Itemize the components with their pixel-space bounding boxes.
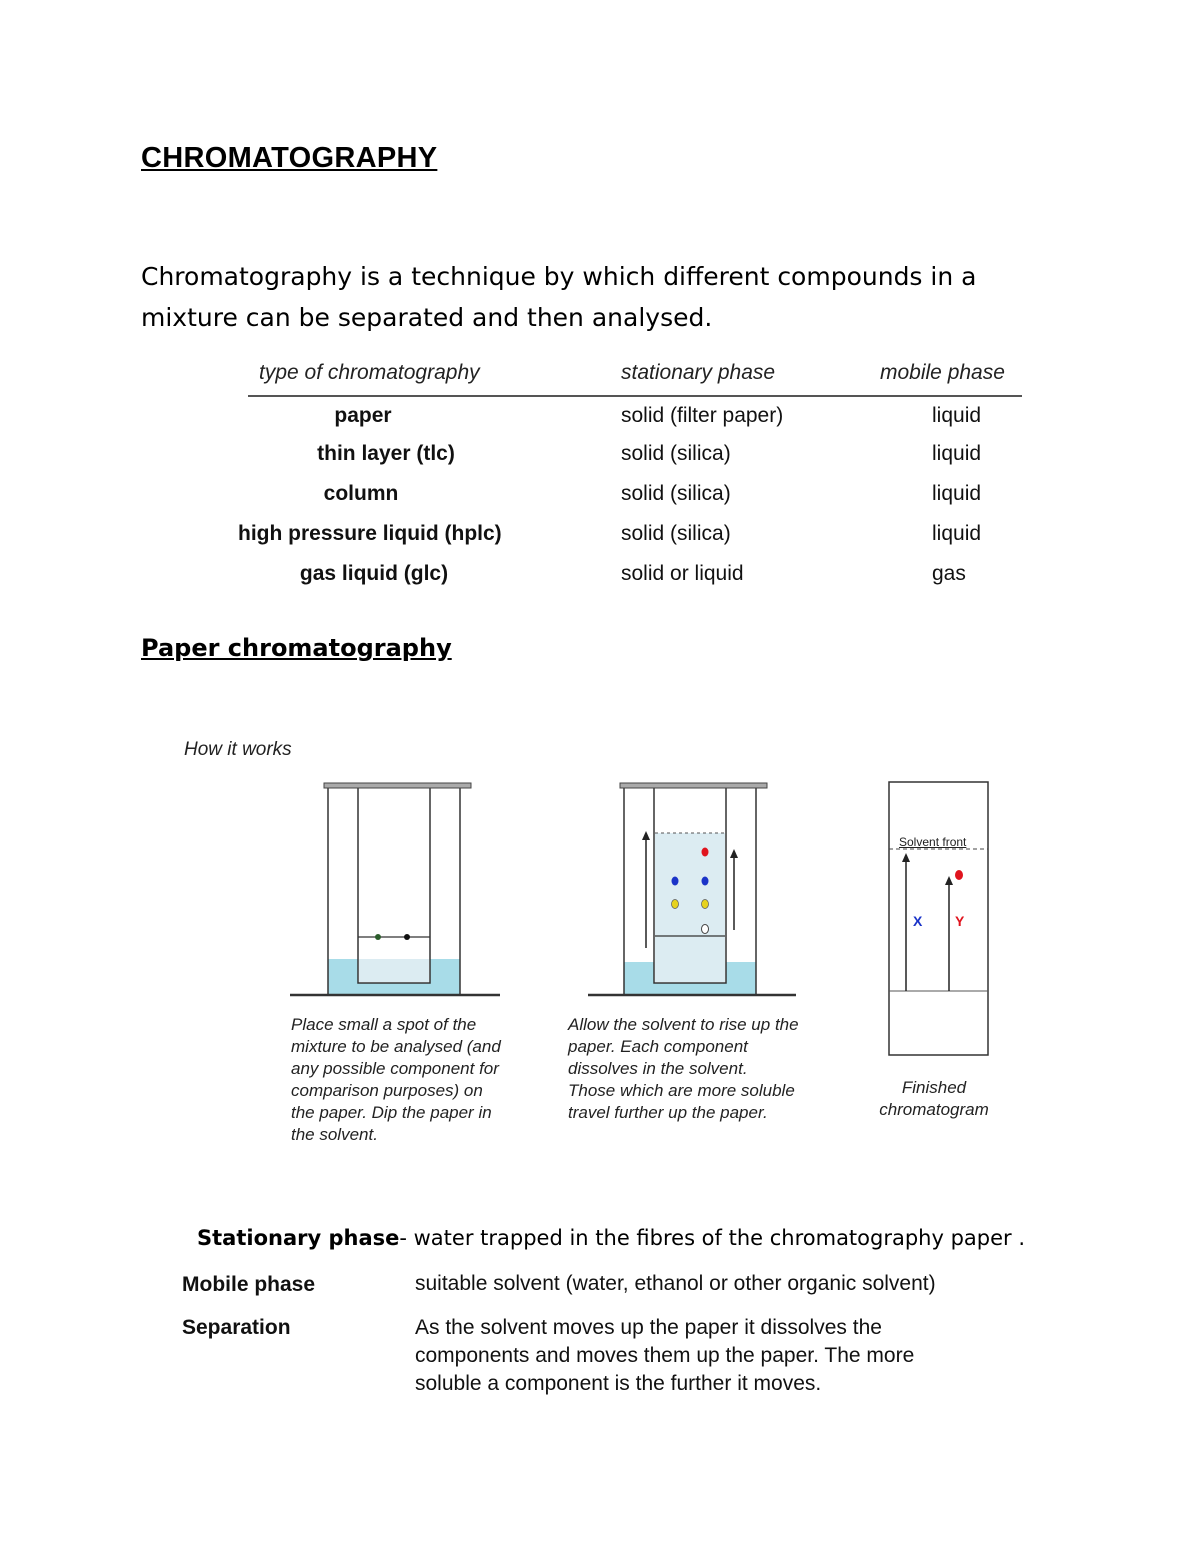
wet-paper — [655, 833, 725, 982]
beaker-developing — [588, 783, 796, 995]
rise-arrowhead — [642, 831, 650, 840]
paper-strip — [358, 784, 430, 983]
table-row-type: thin layer (tlc) — [317, 442, 455, 465]
stationary-phase-line — [197, 1226, 1025, 1250]
table-row-stationary: solid (silica) — [621, 442, 731, 465]
spot-blue — [702, 877, 709, 886]
beaker-lid — [620, 783, 767, 788]
table-header-type: type of chromatography — [259, 361, 480, 384]
table-row-mobile: liquid — [932, 522, 982, 545]
table-row-type: high pressure liquid (hplc) — [238, 522, 502, 545]
table-row-stationary: solid (silica) — [621, 482, 731, 505]
spot-blue — [672, 877, 679, 886]
chromatogram-paper — [889, 782, 988, 1055]
spot-yellow — [702, 900, 709, 909]
caption-line: travel further up the paper. — [568, 1103, 768, 1122]
table-header-stationary: stationary phase — [621, 361, 776, 384]
wet-paper — [359, 959, 429, 982]
solvent-front-label: Solvent front — [899, 835, 967, 849]
table-row-type: paper — [334, 404, 392, 427]
table-row-stationary: solid (filter paper) — [621, 404, 784, 427]
spot-red — [702, 848, 709, 857]
caption-line: mixture to be analysed (and — [291, 1037, 501, 1056]
caption-line: Allow the solvent to rise up the — [568, 1015, 799, 1034]
table-row-mobile: liquid — [932, 442, 982, 465]
table-row-type: gas liquid (glc) — [299, 562, 449, 585]
table-row-mobile: gas — [932, 562, 966, 585]
diagram-title: How it works — [184, 739, 292, 760]
table-divider — [248, 395, 1022, 397]
beaker-start — [290, 783, 500, 995]
caption-line: any possible component for — [291, 1059, 499, 1078]
stationary-phase-text: - water trapped in the fibres of the chromatography paper . — [399, 1226, 1026, 1250]
section-heading: Paper chromatography — [141, 634, 452, 662]
caption-line: Those which are more soluble — [568, 1081, 795, 1100]
table-header-mobile: mobile phase — [880, 361, 1005, 384]
spot-yellow — [672, 900, 679, 909]
caption-step-3 — [864, 1077, 1004, 1121]
caption-step-1 — [291, 1014, 501, 1146]
spot-marker — [404, 934, 410, 940]
spot-marker — [375, 934, 381, 940]
stationary-phase-label: Stationary phase — [197, 1226, 400, 1250]
separation-line: components and moves them up the paper. The more — [415, 1344, 915, 1367]
mobile-phase-label: Mobile phase — [182, 1273, 316, 1296]
beaker-lid — [324, 783, 471, 788]
table-row-stationary: solid or liquid — [621, 562, 744, 585]
table-row-type: column — [323, 482, 399, 505]
caption-line: Finished — [901, 1078, 967, 1097]
separation-line: soluble a component is the further it moves. — [415, 1372, 822, 1395]
separation-line: As the solvent moves up the paper it dissolves the — [415, 1316, 882, 1339]
caption-line: paper. Each component — [568, 1037, 748, 1056]
caption-line: the solvent. — [291, 1125, 378, 1144]
caption-line: Place small a spot of the — [291, 1015, 477, 1034]
mobile-phase-text: suitable solvent (water, ethanol or other organic solvent) — [415, 1272, 936, 1295]
caption-line: comparison purposes) on — [291, 1081, 483, 1100]
caption-line: chromatogram — [879, 1100, 989, 1119]
separation-text — [415, 1314, 914, 1398]
rise-arrowhead — [730, 849, 738, 858]
table-row-mobile: liquid — [932, 404, 982, 427]
caption-line: dissolves in the solvent. — [568, 1059, 748, 1078]
intro-paragraph: Chromatography is a technique by which different compounds in a mixture can be separated and then analysed. — [141, 262, 977, 332]
caption-line: the paper. Dip the paper in — [291, 1103, 492, 1122]
separation-label: Separation — [182, 1316, 291, 1339]
label-y: Y — [955, 913, 965, 929]
table-row-mobile: liquid — [932, 482, 982, 505]
label-x: X — [913, 913, 923, 929]
spot-origin — [702, 925, 709, 934]
spot-red — [955, 870, 963, 880]
page-title: CHROMATOGRAPHY — [141, 142, 438, 174]
finished-chromatogram — [889, 782, 988, 1055]
caption-step-2 — [568, 1014, 799, 1124]
table-row-stationary: solid (silica) — [621, 522, 731, 545]
